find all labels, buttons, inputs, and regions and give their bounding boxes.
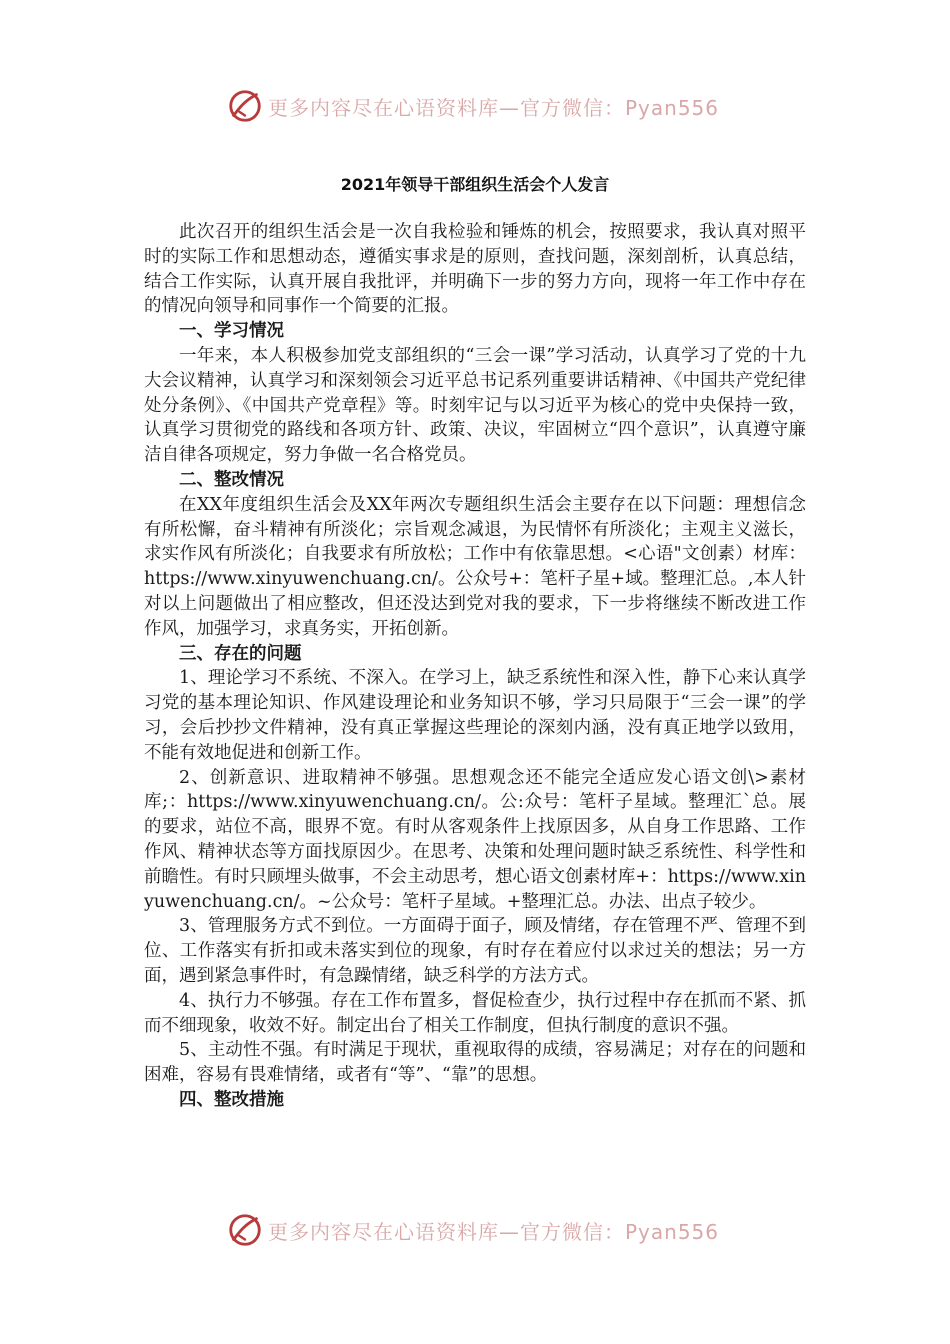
paragraph: 一年来，本人积极参加党支部组织的“三会一课”学习活动，认真学习了党的十九大会议精神，认真学习和深刻领会习近平总书记系列重要讲话精神、《中国共产党纪律处分条例》、《中国共产党章程》等。时刻牢记与以习近平为核心的党中央保持一致，认真学习贯彻党的路线和各项方针、政策、决议，牢固树立“四个意识”，认真遵守廉洁自律各项规定，努力争做一名合格党员。: [144, 345, 806, 466]
document-body: [144, 220, 806, 1113]
paragraph: 1、理论学习不系统、不深入。在学习上，缺乏系统性和深入性，静下心来认真学习党的基本理论知识、作风建设理论和业务知识不够，学习只局限于“三会一课”的学习，会后抄抄文件精神，没有真正掌握这些理论的深刻内涵，没有真正地学以致用，不能有效地促进和创新工作。: [144, 668, 806, 763]
section-heading-rectification: 二、整改情况: [179, 469, 284, 490]
footer-banner: [226, 1210, 746, 1250]
section-heading-problems: 三、存在的问题: [179, 643, 302, 664]
signature-pen-logo-icon: [226, 1211, 264, 1249]
intro-paragraph: 此次召开的组织生活会是一次自我检验和锤炼的机会，按照要求，我认真对照平时的实际工作和思想动态，遵循实事求是的原则，查找问题，深刻剖析，认真总结，结合工作实际，认真开展自我批评，并明确下一步的努力方向，现将一年工作中存在的情况向领导和同事作一个简要的汇报。: [144, 222, 806, 317]
paragraph: 2、创新意识、进取精神不够强。思想观念还不能完全适应发心语文创\>素材库;：https://www.xinyuwenchuang.cn/。公:众号：笔杆子星域。整理汇`总。展的要求，站位不高，眼界不宽。有时从客观条件上找原因多，从自身工作思路、工作作风、精神状态等方面找原因少。在思考、决策和处理问题时缺乏系统性、科学性和前瞻性。有时只顾埋头做事，不会主动思考，想心语文创素材库+：https://www.xinyuwenchuang.cn/。~公众号：笔杆子星域。+整理汇总。办法、出点子较少。: [144, 767, 806, 912]
paragraph: 3、管理服务方式不到位。一方面碍于面子，顾及情绪，存在管理不严、管理不到位、工作落实有折扣或未落实到位的现象，有时存在着应付以求过关的想法；另一方面，遇到紧急事件时，有急躁情绪，缺乏科学的方法方式。: [144, 916, 806, 986]
signature-pen-logo-icon: [226, 87, 264, 125]
paragraph: 4、执行力不够强。存在工作布置多，督促检查少，执行过程中存在抓而不紧、抓而不细现象，收效不好。制定出台了相关工作制度，但执行制度的意识不强。: [144, 990, 806, 1036]
document-title: 2021年领导干部组织生活会个人发言: [340, 175, 610, 194]
header-banner: [226, 86, 746, 126]
paragraph: 5、主动性不强。有时满足于现状，重视取得的成绩，容易满足；对存在的问题和困难，容易有畏难情绪，或者有“等”、“靠”的思想。: [144, 1040, 806, 1086]
section-heading-measures: 四、整改措施: [179, 1089, 284, 1110]
paragraph: 在XX年度组织生活会及XX年两次专题组织生活会主要存在以下问题：理想信念有所松懈，奋斗精神有所淡化；宗旨观念减退，为民情怀有所淡化；主观主义滋长，求实作风有所淡化；自我要求有所放松；工作中有依靠思想。<心语"文创素）材库：https://www.xinyuwenchuang.cn/。公众号+：笔杆子星+域。整理汇总。,本人针对以上问题做出了相应整改，但还没达到党对我的要求，下一步将继续不断改进工作作风，加强学习，求真务实，开拓创新。: [144, 494, 806, 639]
banner-text: 更多内容尽在心语资料库—官方微信：Pyan556: [268, 1219, 720, 1244]
section-heading-study: 一、学习情况: [179, 321, 284, 342]
banner-text: 更多内容尽在心语资料库—官方微信：Pyan556: [268, 95, 720, 120]
